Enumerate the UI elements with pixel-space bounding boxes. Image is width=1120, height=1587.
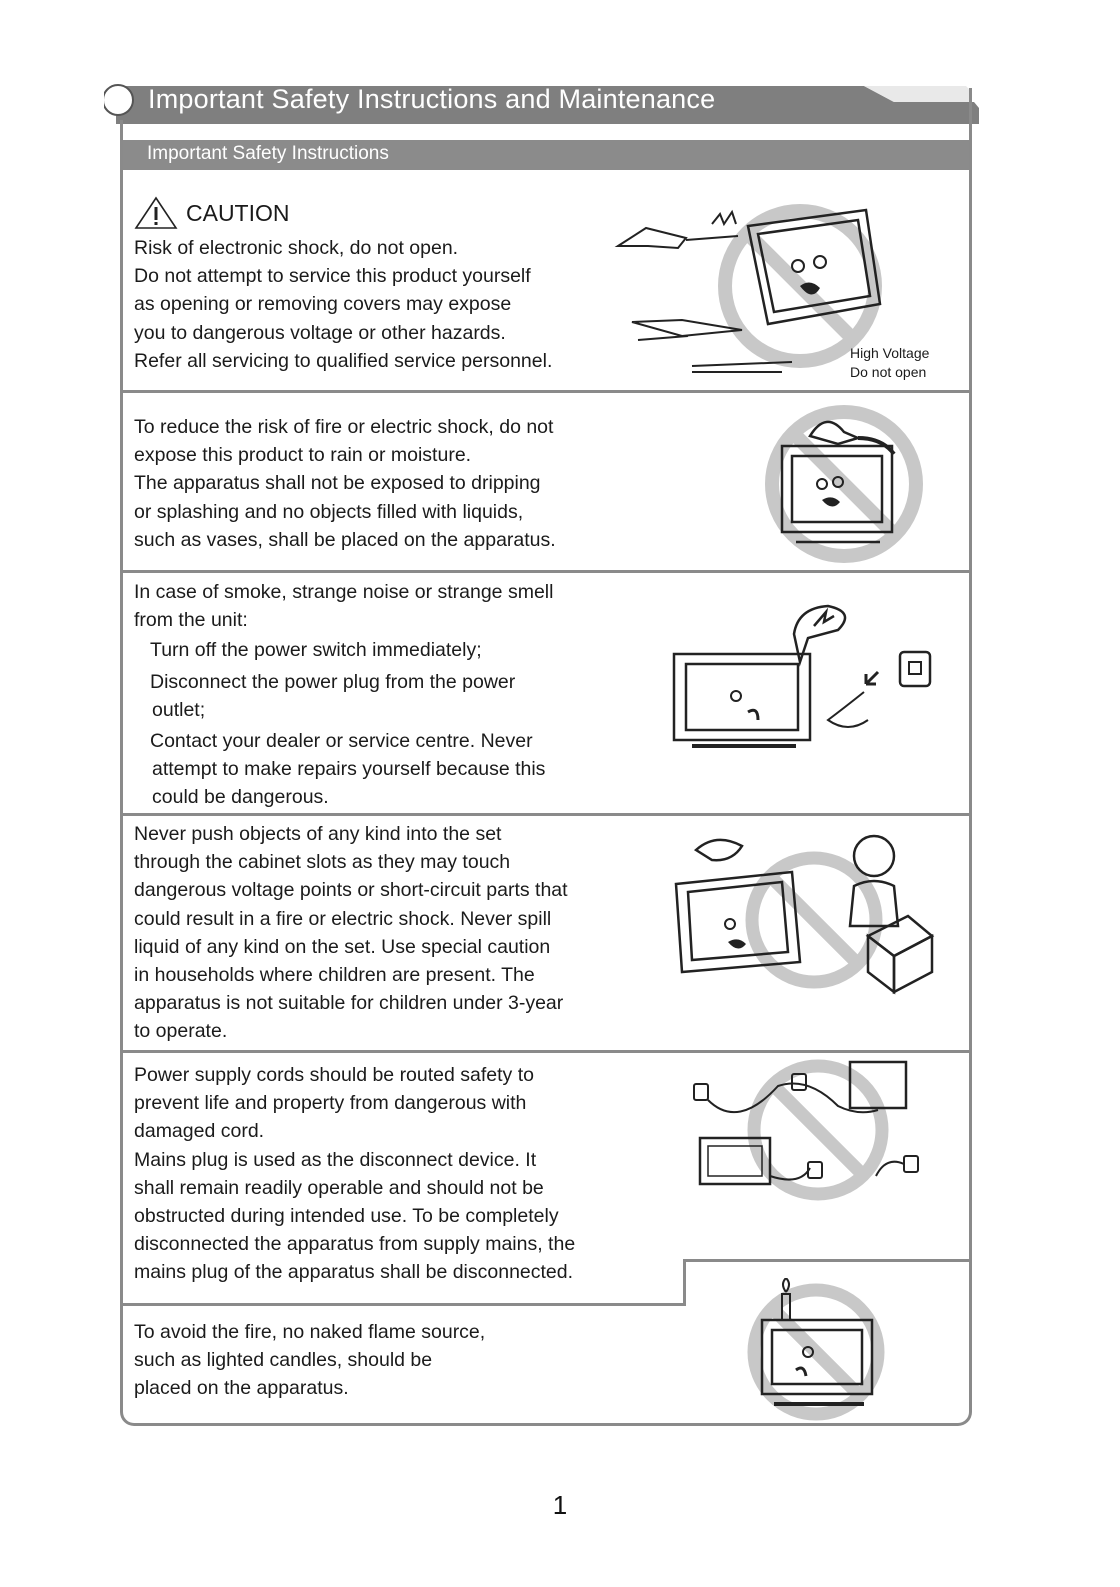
page-title: Important Safety Instructions and Maintenance: [148, 84, 716, 114]
step-line: could be dangerous.: [152, 786, 329, 809]
text-line: such as vases, shall be placed on the apparatus.: [134, 528, 556, 551]
step-line: outlet;: [152, 698, 206, 721]
step-item: [134, 727, 553, 812]
text-line: Refer all servicing to qualified service personnel.: [134, 349, 553, 372]
objects-warning-text: [134, 820, 568, 1046]
tv-icon: [674, 654, 810, 746]
step-line: attempt to make repairs yourself because this: [152, 758, 546, 781]
text-line: liquid of any kind on the set. Use special caution: [134, 935, 551, 958]
text-line: Power supply cords should be routed safety to: [134, 1064, 534, 1086]
text-line: Never push objects of any kind into the set: [134, 823, 502, 845]
outlet-icon: [808, 1162, 822, 1178]
moisture-warning-text: [134, 413, 556, 554]
text-line: Do not attempt to service this product yourself: [134, 265, 531, 288]
warning-label-line: High Voltage: [850, 345, 930, 361]
power-cord-text: [134, 1061, 575, 1287]
section-header: [123, 140, 969, 170]
caution-text: [134, 234, 552, 375]
outlet-icon: [694, 1084, 708, 1100]
text-line: In case of smoke, strange noise or strange smell: [134, 581, 554, 603]
caution-heading: [134, 196, 290, 230]
text-line: shall remain readily operable and should not be: [134, 1176, 544, 1199]
warning-label-line: Do not open: [850, 364, 927, 380]
text-line: disconnected the apparatus from supply mains, the: [134, 1233, 576, 1256]
text-line: damaged cord.: [134, 1120, 265, 1143]
outlet-icon: [904, 1156, 918, 1172]
caution-label: CAUTION: [186, 199, 290, 226]
text-line: Risk of electronic shock, do not open.: [134, 237, 459, 259]
section-divider: [683, 1259, 969, 1262]
plug-icon: [866, 672, 878, 684]
illustration-cords: [688, 1056, 928, 1216]
text-line: mains plug of the apparatus shall be disconnected.: [134, 1261, 574, 1284]
section-divider: [683, 1259, 686, 1306]
text-line: could result in a fire or electric shock. Never spill: [134, 907, 552, 930]
text-line: expose this product to rain or moisture.: [134, 444, 472, 467]
text-line: placed on the apparatus.: [134, 1377, 349, 1400]
section-divider: [123, 1303, 686, 1306]
text-line: in households where children are present. The: [134, 964, 535, 987]
text-line: apparatus is not suitable for children under 3-year: [134, 992, 564, 1015]
page-header: [104, 80, 982, 124]
text-line: prevent life and property from dangerous with: [134, 1092, 527, 1115]
text-line: through the cabinet slots as they may touch: [134, 851, 511, 874]
text-line: obstructed during intended use. To be completely: [134, 1205, 559, 1228]
section-divider: [123, 813, 969, 816]
text-line: you to dangerous voltage or other hazards.: [134, 321, 506, 344]
flame-warning-text: [134, 1318, 485, 1403]
section-divider: [123, 1050, 969, 1053]
illustration-unplug: [668, 596, 940, 756]
tv-icon: [782, 446, 892, 542]
section-divider: [123, 390, 969, 393]
text-line: as opening or removing covers may expose: [134, 293, 512, 316]
section-title: Important Safety Instructions: [147, 143, 389, 164]
smoke-warning-text: [134, 578, 553, 812]
warning-label: [850, 344, 929, 382]
text-line: to operate.: [134, 1020, 228, 1043]
warning-triangle-icon: [134, 196, 178, 230]
illustration-no-liquids: [756, 396, 946, 568]
text-line: The apparatus shall not be exposed to dripping: [134, 472, 541, 495]
text-line: such as lighted candles, should be: [134, 1349, 433, 1372]
tv-icon: [676, 872, 800, 972]
step-item: [134, 668, 553, 724]
illustration-no-candles: [740, 1278, 910, 1422]
step-item: [134, 636, 553, 664]
page-number: 1: [552, 1490, 568, 1520]
step-line: Disconnect the power plug from the power: [150, 670, 516, 693]
step-line: Turn off the power switch immediately;: [150, 639, 482, 662]
text-line: from the unit:: [134, 609, 248, 632]
text-line: dangerous voltage points or short-circuit parts that: [134, 879, 568, 902]
text-line: or splashing and no objects filled with liquids,: [134, 500, 524, 523]
text-line: Mains plug is used as the disconnect device. It: [134, 1148, 537, 1171]
text-line: To avoid the fire, no naked flame source,: [134, 1321, 486, 1343]
step-line: Contact your dealer or service centre. Never: [150, 730, 533, 753]
text-line: To reduce the risk of fire or electric shock, do not: [134, 416, 554, 438]
outlet-icon: [900, 652, 930, 686]
section-divider: [123, 570, 969, 573]
illustration-child-objects: [668, 826, 942, 998]
